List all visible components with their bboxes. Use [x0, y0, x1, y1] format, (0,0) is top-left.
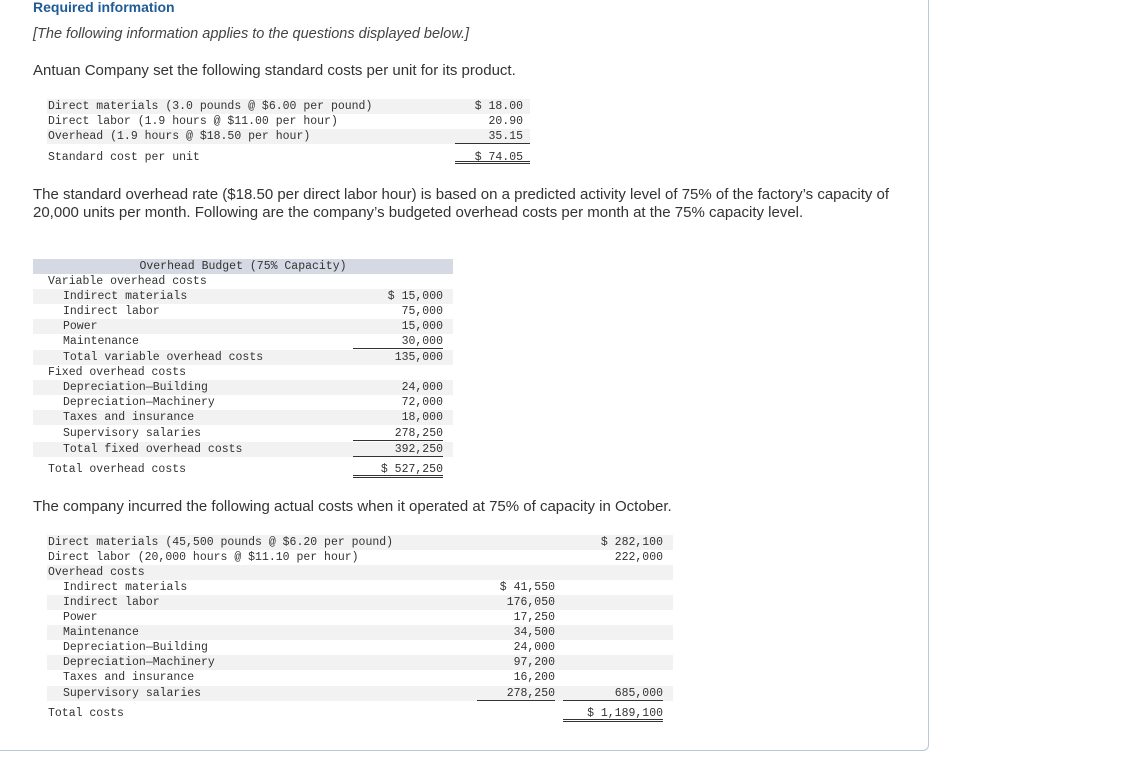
table-row: Depreciation—Machinery 72,000	[63, 396, 443, 409]
variable-header: Variable overhead costs	[48, 275, 207, 288]
overhead-total: 685,000	[563, 686, 663, 701]
table-row: Supervisory salaries 278,250 685,000	[47, 686, 673, 701]
table-row: Direct labor (20,000 hours @ $11.10 per hour) 222,000	[48, 551, 663, 564]
paragraph-overhead-rate: The standard overhead rate ($18.50 per direct labor hour) is based on a predicted activity level of 75% of the factory’s capacity of 20,000 units per month. Following are the company’s budgeted overhead costs per month at the 75% capacity level.	[33, 186, 890, 221]
table-row: Indirect labor 176,050	[47, 595, 673, 610]
table-row: Total variable overhead costs 135,000	[33, 350, 453, 365]
table-row: Maintenance 34,500	[47, 625, 673, 640]
table-row: Total overhead costs $ 527,250	[48, 463, 443, 476]
fixed-header: Fixed overhead costs	[48, 366, 187, 379]
table-row: Depreciation—Building 24,000	[63, 641, 555, 654]
table-row: Taxes and insurance 18,000	[33, 410, 453, 425]
paragraph-standard-costs: Antuan Company set the following standard costs per unit for its product.	[33, 62, 516, 79]
table-row: Total fixed overhead costs 392,250	[33, 442, 453, 457]
intro-note: [The following information applies to the questions displayed below.]	[33, 26, 470, 42]
budget-title: Overhead Budget (75% Capacity)	[33, 259, 453, 274]
table-row: Supervisory salaries 278,250	[63, 427, 443, 440]
table-row: Standard cost per unit $ 74.05	[47, 150, 530, 165]
table-row: Total costs $ 1,189,100	[48, 707, 663, 720]
table-row: Overhead (1.9 hours @ $18.50 per hour) 35.15	[47, 129, 530, 144]
table-row: Direct materials (3.0 pounds @ $6.00 per pound) $ 18.00	[47, 99, 530, 114]
table-row: Depreciation—Machinery 97,200	[47, 655, 673, 670]
table-row: Taxes and insurance 16,200	[63, 671, 555, 684]
table-row: Maintenance 30,000	[63, 335, 443, 348]
table-row: Power 17,250	[63, 611, 555, 624]
table-row: Indirect materials $ 41,550	[63, 581, 555, 594]
table-row: Depreciation—Building 24,000	[33, 380, 453, 395]
table-row: Indirect materials $ 15,000	[33, 289, 453, 304]
table-row: Direct labor (1.9 hours @ $11.00 per hour) 20.90	[48, 115, 523, 128]
table-row: Power 15,000	[33, 319, 453, 334]
table-row: Indirect labor 75,000	[63, 305, 443, 318]
required-information-heading: Required information	[33, 0, 175, 15]
paragraph-actual-costs: The company incurred the following actual costs when it operated at 75% of capacity in October.	[33, 498, 672, 515]
table-row: Direct materials (45,500 pounds @ $6.20 per pound) $ 282,100	[47, 535, 673, 550]
overhead-header: Overhead costs	[48, 566, 145, 579]
